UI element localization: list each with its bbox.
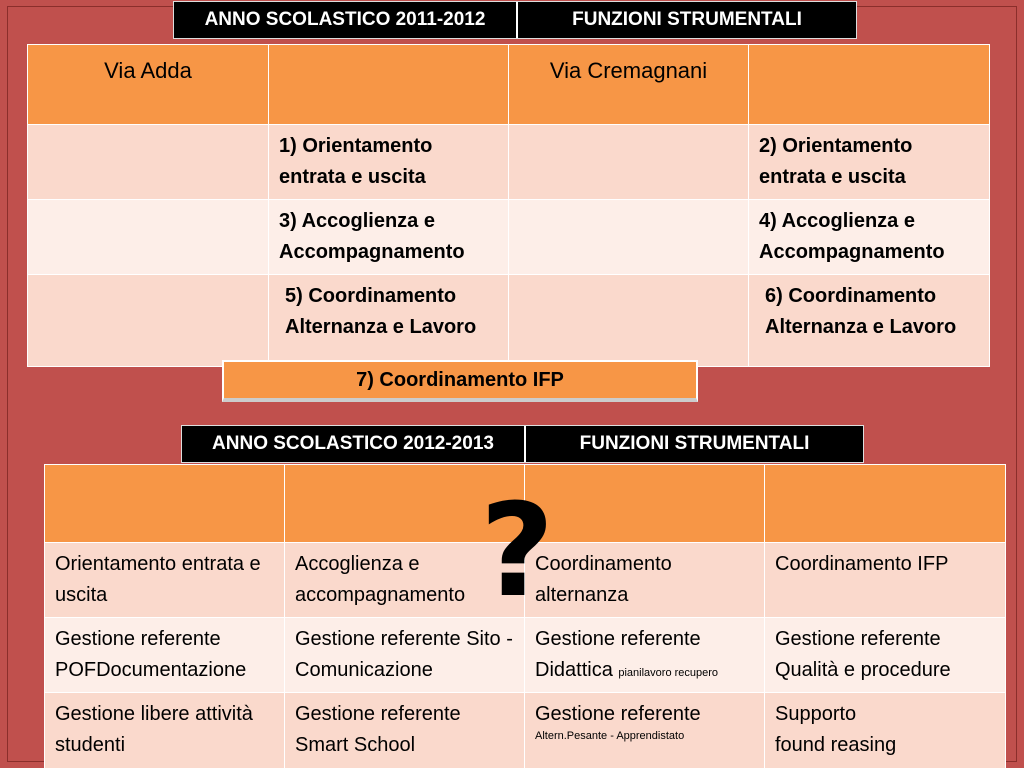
question-mark-icon: ?: [480, 477, 555, 626]
table-cell: [509, 125, 749, 200]
table-cell: Gestione referente Sito - Comunicazione: [285, 618, 525, 693]
table-cell: Coordinamento alternanza: [525, 543, 765, 618]
table-cell: 5) Coordinamento Alternanza e Lavoro: [269, 275, 509, 367]
cell-text: Supporto: [775, 703, 857, 725]
table-cell: 4) Accoglienza e Accompagnamento: [749, 200, 990, 275]
table-cell: 3) Accoglienza e Accompagnamento: [269, 200, 509, 275]
cell-text: found reasing: [775, 734, 897, 756]
table-cell: Accoglienza e accompagnamento: [285, 543, 525, 618]
table-cell: Orientamento entrata e uscita: [45, 543, 285, 618]
header-blank: [269, 45, 509, 125]
functions-label-2012: FUNZIONI STRUMENTALI: [524, 426, 863, 462]
table-cell: [28, 125, 269, 200]
table-row: [28, 200, 990, 275]
table-cell: [509, 200, 749, 275]
cell-text: Gestione referente Didattica: [535, 628, 701, 681]
table-cell: [28, 200, 269, 275]
year-label-2012: ANNO SCOLASTICO 2012-2013: [212, 433, 494, 454]
table-cell: [765, 693, 1006, 768]
year-label-2011: ANNO SCOLASTICO 2011-2012: [204, 9, 486, 30]
table-2011: [27, 44, 990, 367]
table-row: [45, 618, 1006, 693]
table-cell: [525, 693, 765, 768]
header-blank: [749, 45, 990, 125]
ifp-coordination-bar: 7) Coordinamento IFP: [222, 360, 698, 402]
table-row: [28, 275, 990, 367]
table-cell: Gestione referente Smart School: [285, 693, 525, 768]
table-cell: [509, 275, 749, 367]
table-cell: 1) Orientamento entrata e uscita: [269, 125, 509, 200]
header-blank: [45, 465, 285, 543]
table-cell: [28, 275, 269, 367]
table-cell: Coordinamento IFP: [765, 543, 1006, 618]
header-via-cremagnani: Via Cremagnani: [509, 45, 749, 125]
title-bar-2012: [181, 425, 864, 463]
table-row: [45, 693, 1006, 768]
functions-label-2011: FUNZIONI STRUMENTALI: [516, 2, 856, 38]
table-row: [28, 125, 990, 200]
cell-small-note: pianilavoro recupero: [618, 667, 719, 679]
table-cell: [525, 618, 765, 693]
table-cell: 2) Orientamento entrata e uscita: [749, 125, 990, 200]
header-via-adda: Via Adda: [28, 45, 269, 125]
table-cell: Gestione referente Qualità e procedure: [765, 618, 1006, 693]
table-cell: Gestione referente POFDocumentazione: [45, 618, 285, 693]
table-cell: Gestione libere attività studenti: [45, 693, 285, 768]
cell-text: Gestione referente: [535, 703, 701, 725]
table-cell: 6) Coordinamento Alternanza e Lavoro: [749, 275, 990, 367]
cell-small-note: Altern.Pesante - Apprendistato: [535, 730, 685, 742]
table-header-row: [28, 45, 990, 125]
header-blank: [765, 465, 1006, 543]
header-blank: [525, 465, 765, 543]
title-bar-2011: [173, 1, 857, 39]
